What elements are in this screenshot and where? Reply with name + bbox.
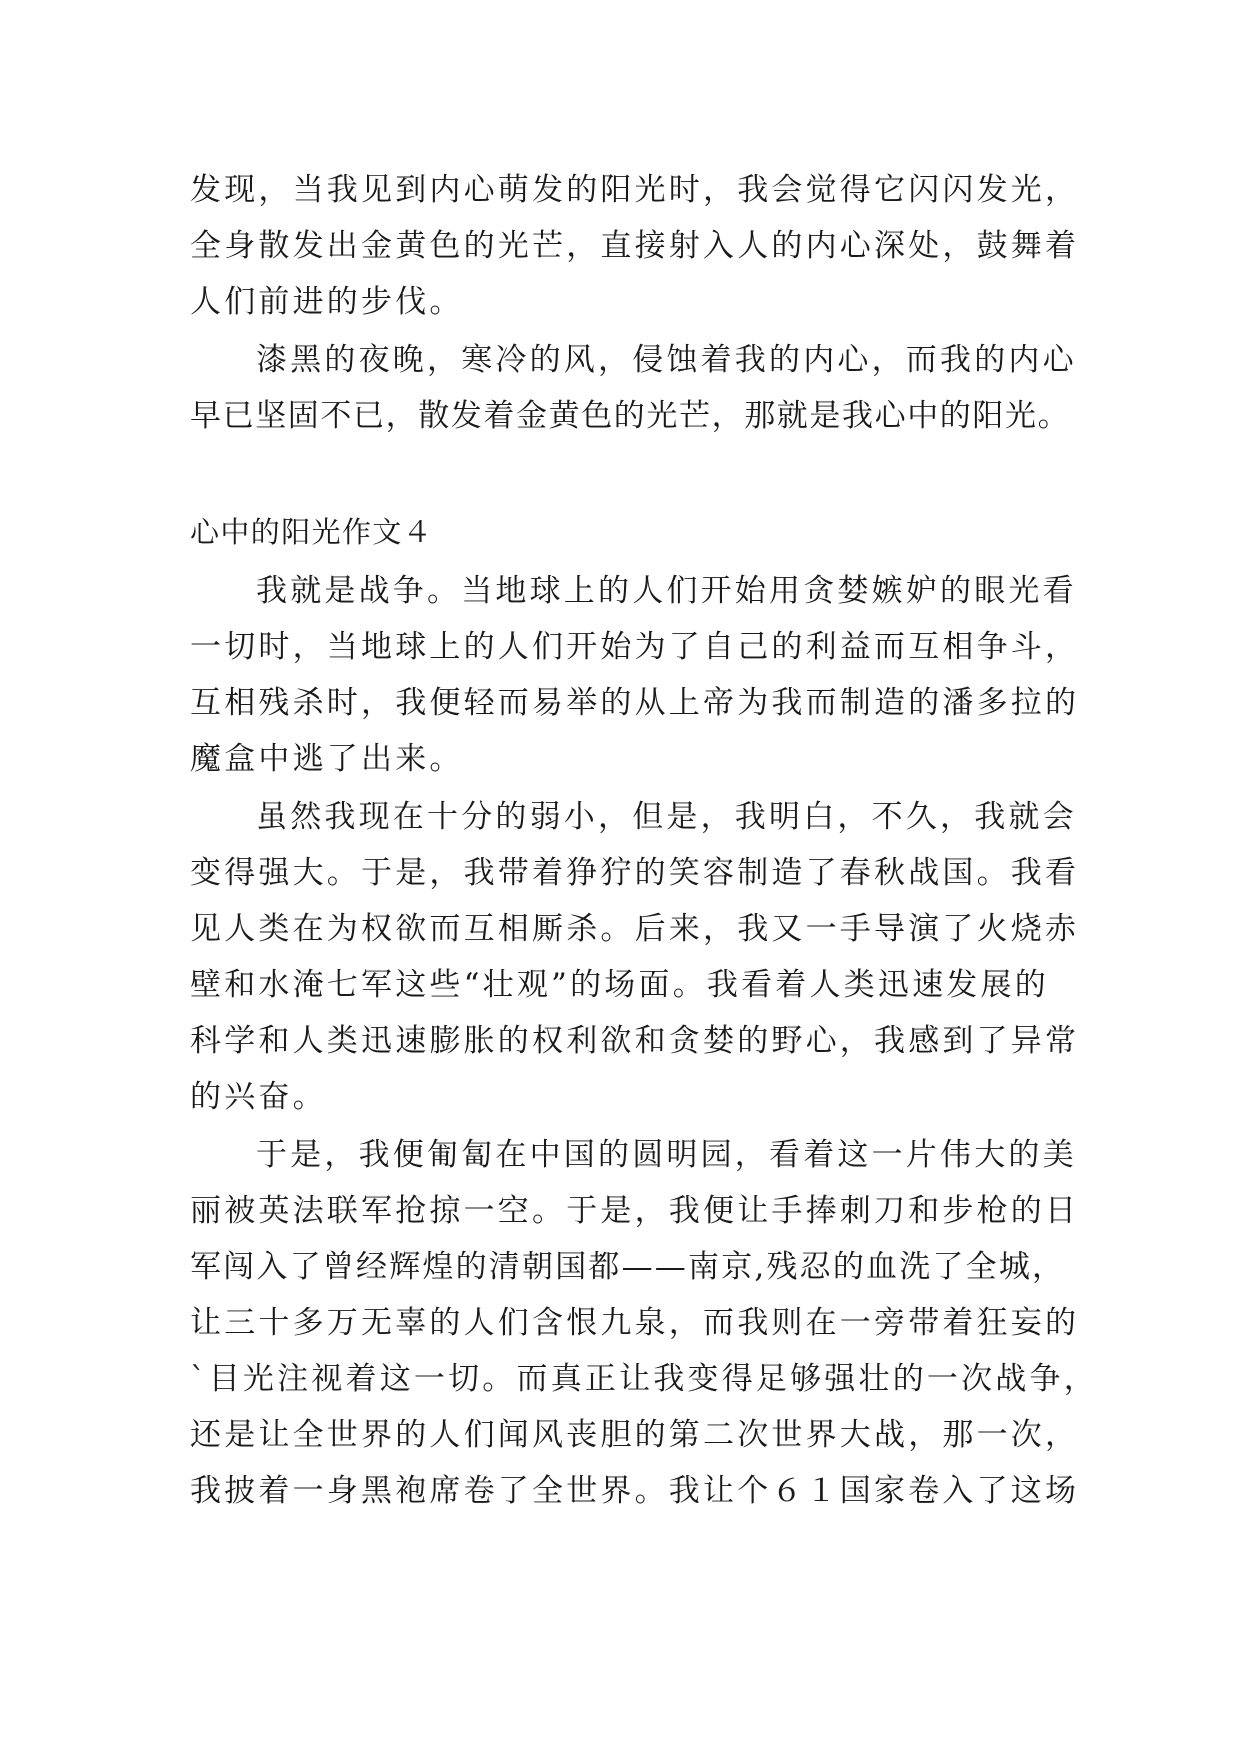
paragraph-line: 魔盒中逃了出来。 [190, 741, 464, 777]
paragraph-line: 早已坚固不已，散发着金黄色的光芒，那就是我心中的阳光。 [190, 398, 1071, 434]
paragraph-line: 让三十多万无辜的人们含恨九泉，而我则在一旁带着狂妄的 [190, 1305, 1080, 1341]
paragraph-line: 科学和人类迅速膨胀的权利欲和贪婪的野心，我感到了异常 [190, 1023, 1080, 1059]
paragraph-line: 变得强大。于是，我带着狰狞的笑容制造了春秋战国。我看 [190, 855, 1080, 891]
paragraph-line: 我就是战争。当地球上的人们开始用贪婪嫉妒的眼光看 [256, 573, 1077, 609]
paragraph-line: 丽被英法联军抢掠一空。于是，我便让手捧刺刀和步枪的日 [190, 1193, 1080, 1229]
paragraph-line: 人们前进的步伐。 [190, 284, 464, 320]
paragraph-line: 还是让全世界的人们闻风丧胆的第二次世界大战，那一次， [190, 1417, 1080, 1453]
paragraph-line: 全身散发出金黄色的光芒，直接射入人的内心深处，鼓舞着 [190, 228, 1080, 264]
paragraph-line: 壁和水淹七军这些“壮观”的场面。我看着人类迅速发展的 [190, 967, 1049, 1003]
paragraph-line: 漆黑的夜晚，寒冷的风，侵蚀着我的内心，而我的内心 [256, 342, 1077, 378]
paragraph-line: 军闯入了曾经辉煌的清朝国都——南京,残忍的血洗了全城， [190, 1249, 1066, 1285]
paragraph-line: 见人类在为权欲而互相厮杀。后来，我又一手导演了火烧赤 [190, 911, 1080, 947]
paragraph-line: 虽然我现在十分的弱小，但是，我明白，不久，我就会 [256, 799, 1077, 835]
paragraph-line: 互相残杀时，我便轻而易举的从上帝为我而制造的潘多拉的 [190, 685, 1080, 721]
paragraph-line: 我披着一身黑袍席卷了全世界。我让个６１国家卷入了这场 [190, 1473, 1080, 1509]
paragraph-line: 于是，我便匍匐在中国的圆明园，看着这一片伟大的美 [256, 1137, 1077, 1173]
paragraph-line: 的兴奋。 [190, 1079, 327, 1115]
paragraph-line: `目光注视着这一切。而真正让我变得足够强壮的一次战争， [190, 1361, 1098, 1397]
paragraph-line: 发现，当我见到内心萌发的阳光时，我会觉得它闪闪发光， [190, 172, 1080, 208]
section-title: 心中的阳光作文４ [190, 515, 434, 549]
paragraph-line: 一切时，当地球上的人们开始为了自己的利益而互相争斗， [190, 629, 1080, 665]
